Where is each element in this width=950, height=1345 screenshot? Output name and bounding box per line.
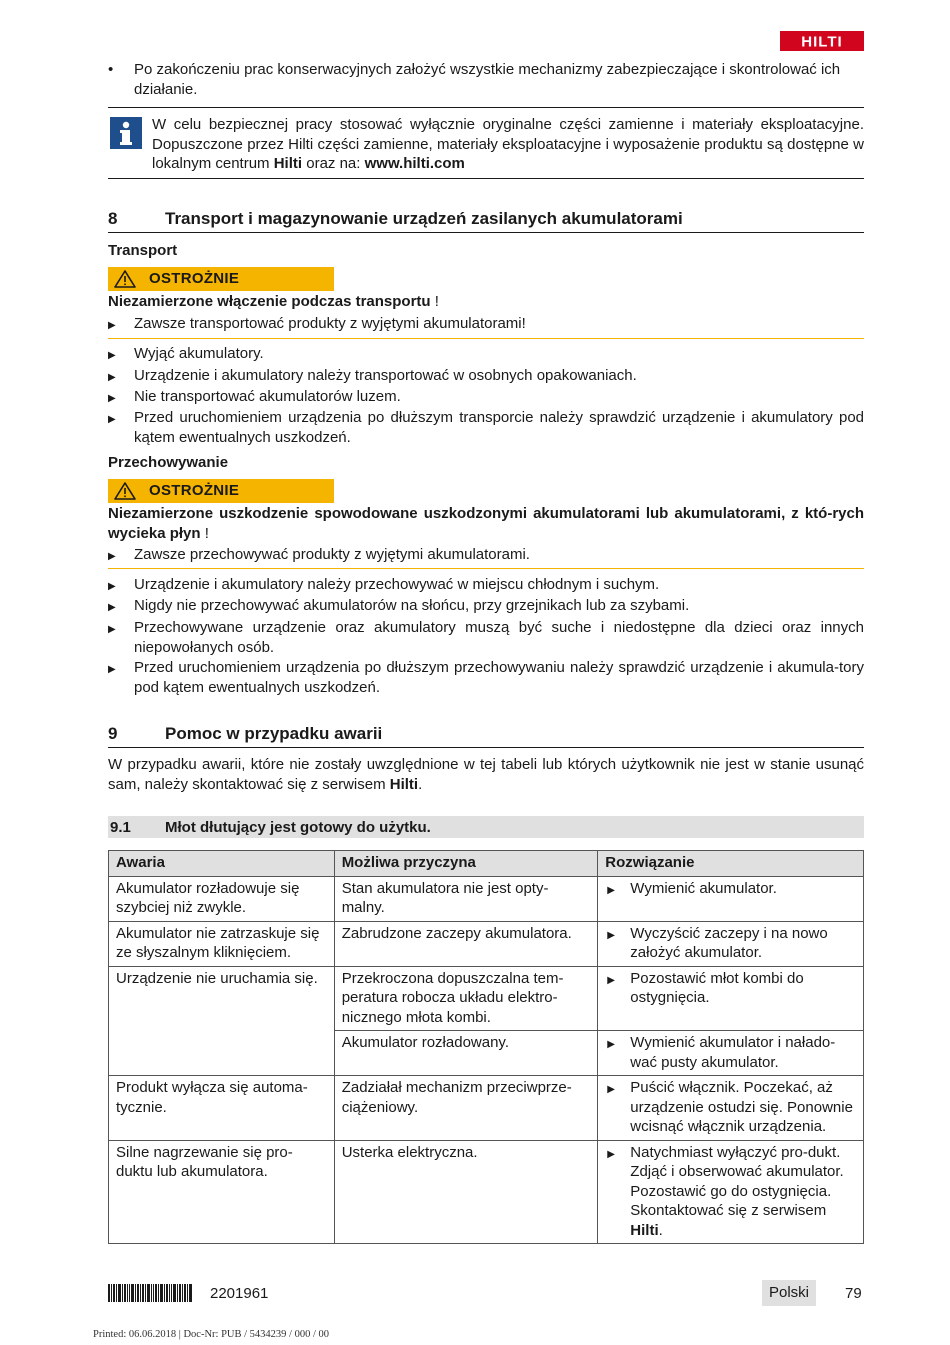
- fault-cell: Akumulator nie zatrzaskuje się ze słyszalnym kliknięciem.: [109, 921, 335, 966]
- section-9-intro: W przypadku awarii, które nie zostały uwzględnione w tej tabeli lub których użytkownik nie jest w stanie usunąć sam, należy skontaktować się z serwisem Hilti.: [108, 756, 864, 793]
- divider: [108, 178, 864, 179]
- storage-hazard: Niezamierzone uszkodzenie spowodowane uszkodzonymi akumulatorami lub akumulatorami, z któ-rych wycieka płyn !: [108, 505, 864, 542]
- barcode-icon: [108, 1284, 192, 1302]
- caution-end-rule: [108, 568, 864, 569]
- solution-cell: ▶ Wymienić akumulator.: [598, 876, 864, 921]
- hilti-logo: [780, 31, 864, 51]
- cause-cell: Akumulator rozładowany.: [334, 1031, 598, 1076]
- info-text: W celu bezpiecznej pracy stosować wyłącznie oryginalne części zamienne i materiały eksploatacyjne. Dopuszczone przez Hilti części zamienne, materiały eksploatacyjne i wyposażenie produktu są dostępne w lokalnym centrum Hilti oraz na: www.hilti.com: [152, 116, 864, 172]
- subsection-title: Młot dłutujący jest gotowy do użytku.: [165, 819, 431, 836]
- subsection-number: 9.1: [110, 819, 131, 836]
- arrow-icon: ▶: [108, 414, 116, 425]
- arrow-icon: ▶: [607, 929, 615, 941]
- cause-cell: Stan akumulatora nie jest opty-malny.: [334, 876, 598, 921]
- divider: [108, 107, 864, 108]
- arrow-icon: ▶: [108, 350, 116, 361]
- arrow-icon: ▶: [607, 974, 615, 986]
- arrow-icon: ▶: [108, 372, 116, 383]
- solution-cell: ▶ Wymienić akumulator i nałado-wać pusty akumulator.: [598, 1031, 864, 1076]
- fault-cell: Silne nagrzewanie się pro-duktu lub akumulatora.: [109, 1140, 335, 1244]
- table-row: [109, 1076, 864, 1141]
- arrow-icon: ▶: [607, 1148, 615, 1160]
- arrow-icon: ▶: [108, 602, 116, 613]
- arrow-icon: ▶: [108, 624, 116, 635]
- column-header: Rozwiązanie: [598, 851, 864, 877]
- section-9-heading: [108, 722, 864, 746]
- solution-cell: ▶ Wyczyścić zaczepy i na nowo założyć akumulator.: [598, 921, 864, 966]
- intro-bullet-text: Po zakończeniu prac konserwacyjnych założyć wszystkie mechanizmy zabezpieczające i skontrolować ich działanie.: [134, 61, 841, 98]
- arrow-icon: ▶: [108, 581, 116, 592]
- cause-cell: Przekroczona dopuszczalna tem-peratura robocza układu elektro-nicznego młota kombi.: [334, 966, 598, 1031]
- section-number: 8: [108, 209, 118, 228]
- arrow-icon: ▶: [607, 1084, 615, 1095]
- arrow-icon: ▶: [108, 551, 116, 562]
- arrow-icon: ▶: [108, 664, 116, 675]
- transport-hazard: Niezamierzone włączenie podczas transportu !: [108, 293, 439, 310]
- table-row: [109, 1140, 864, 1244]
- storage-heading: Przechowywanie: [108, 454, 229, 471]
- warning-icon: [114, 482, 136, 500]
- caution-end-rule: [108, 338, 864, 339]
- warning-icon: [114, 270, 136, 288]
- cause-cell: Usterka elektryczna.: [334, 1140, 598, 1244]
- fault-cell: Produkt wyłącza się automa-tycznie.: [109, 1076, 335, 1141]
- intro-bullet: [108, 60, 864, 98]
- fault-cell: Urządzenie nie uruchamia się.: [109, 966, 335, 1076]
- table-row: [109, 966, 864, 1031]
- document-code: 2201961: [210, 1285, 269, 1302]
- cause-cell: Zabrudzone zaczepy akumulatora.: [334, 921, 598, 966]
- subsection-9-1: [108, 816, 864, 838]
- column-header: Awaria: [109, 851, 335, 877]
- table-row: [109, 921, 864, 966]
- heading-rule: [108, 747, 864, 748]
- info-icon: [110, 117, 142, 149]
- section-title: Pomoc w przypadku awarii: [165, 724, 383, 743]
- arrow-icon: ▶: [108, 320, 116, 331]
- page-number: 79: [845, 1285, 862, 1302]
- caution-label-storage: OSTROŻNIE: [108, 479, 334, 503]
- section-number: 9: [108, 724, 118, 743]
- heading-rule: [108, 232, 864, 233]
- caution-label-transport: OSTROŻNIE: [108, 267, 334, 291]
- arrow-icon: ▶: [108, 393, 116, 404]
- section-8-heading: [108, 207, 864, 231]
- print-stamp: Printed: 06.06.2018 | Doc-Nr: PUB / 5434239 / 000 / 00: [93, 1329, 330, 1340]
- transport-heading: Transport: [108, 242, 178, 259]
- arrow-icon: ▶: [607, 1039, 615, 1050]
- solution-cell: ▶ Pozostawić młot kombi do ostygnięcia.: [598, 966, 864, 1031]
- bullet-marker: •: [108, 61, 114, 78]
- arrow-icon: ▶: [607, 884, 615, 896]
- language-label: Polski: [762, 1280, 816, 1306]
- table-row: [109, 876, 864, 921]
- solution-cell: ▶ Puścić włącznik. Poczekać, aż urządzenie ostudzi się. Ponownie wcisnąć włącznik urządzenia.: [598, 1076, 864, 1141]
- column-header: Możliwa przyczyna: [334, 851, 598, 877]
- troubleshooting-table: [108, 850, 864, 1244]
- table-header-row: [109, 851, 864, 877]
- section-title: Transport i magazynowanie urządzeń zasilanych akumulatorami: [165, 209, 683, 228]
- solution-cell: ▶ Natychmiast wyłączyć pro-dukt. Zdjąć i obserwować akumulator. Pozostawić go do ostygnięcia. Skontaktować się z serwisem Hilti.: [598, 1140, 864, 1244]
- cause-cell: Zadziałał mechanizm przeciwprze-ciążeniowy.: [334, 1076, 598, 1141]
- svg-text:HILTI: HILTI: [801, 33, 843, 51]
- fault-cell: Akumulator rozładowuje się szybciej niż zwykle.: [109, 876, 335, 921]
